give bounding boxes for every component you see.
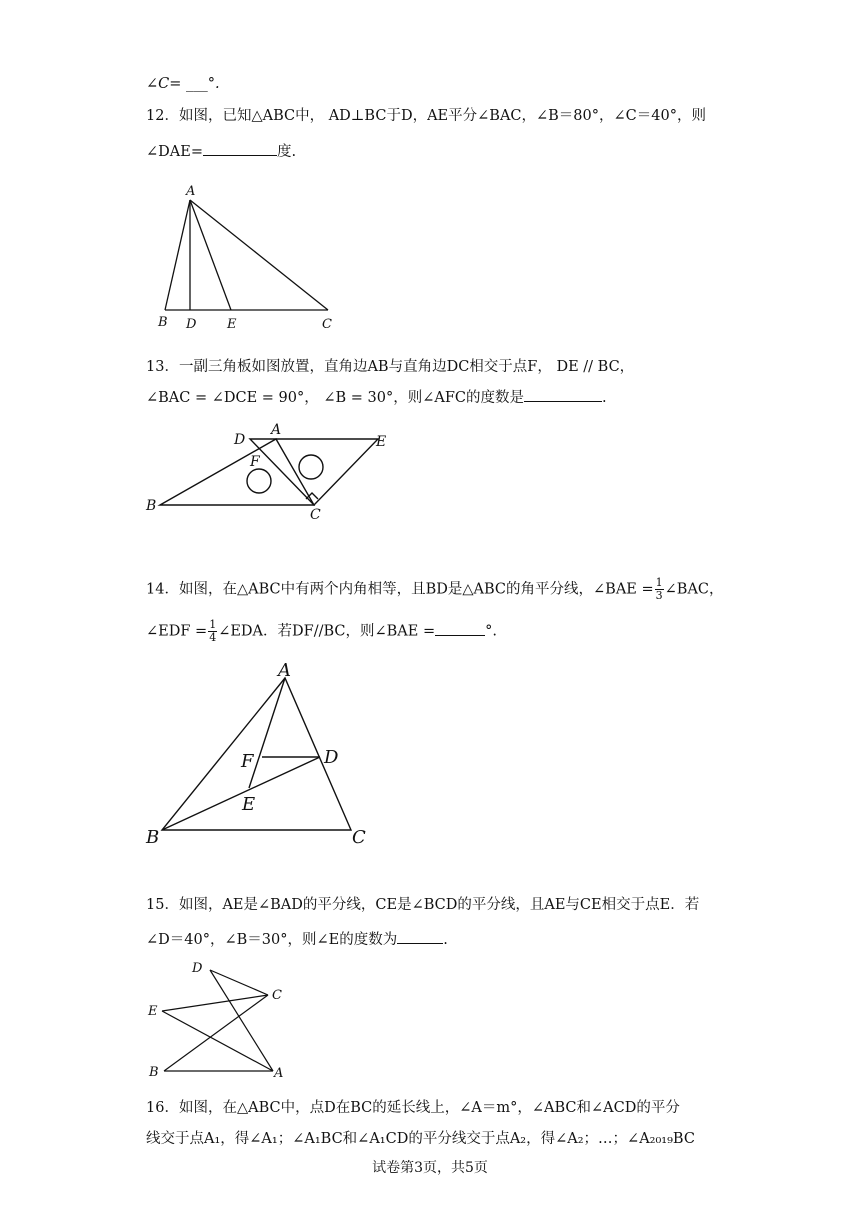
q13-label-f: F	[250, 454, 260, 470]
q11-tail: ∠C= ___°.	[146, 76, 220, 92]
q14-frac2-num: 1	[209, 618, 217, 631]
q14-frac1-den: 3	[655, 589, 663, 602]
q14-label-b: B	[146, 827, 160, 848]
q13-label-b: B	[146, 498, 157, 514]
q13-circle-right	[299, 455, 323, 479]
q14-text-line1	[146, 577, 724, 602]
q15-segment-ea	[162, 1011, 273, 1071]
q14-line2-post: °.	[485, 623, 497, 640]
q14-line2-pre: ∠EDF =	[146, 623, 208, 640]
q14-frac2-den: 4	[209, 631, 217, 644]
q15-figure	[140, 955, 310, 1085]
q13-label-a: A	[271, 422, 282, 438]
q15-label-d: D	[192, 961, 203, 976]
q12-answer-blank	[203, 155, 277, 156]
q14-triangle-abc	[162, 678, 351, 830]
q12-line2-post: 度.	[276, 144, 297, 160]
q14-segment-ae	[249, 678, 285, 788]
q14-line1-post: ∠BAC，	[664, 581, 724, 598]
q13-label-c: C	[310, 507, 321, 523]
q15-line2-pre: ∠D＝40°，∠B＝30°，则∠E的度数为	[146, 932, 398, 948]
q12-side-ab	[165, 200, 190, 310]
q15-text-line1: 15．如图，AE是∠BAD的平分线，CE是∠BCD的平分线，且AE与CE相交于点E．若	[146, 897, 700, 913]
q13-line2-pre: ∠BAC = ∠DCE = 90°， ∠B = 30°，则∠AFC的度数是	[146, 390, 525, 406]
q14-label-f: F	[241, 751, 254, 772]
q15-segment-da	[210, 970, 273, 1071]
q12-text-line1: 12．如图，已知△ABC中， AD⊥BC于D，AE平分∠BAC，∠B＝80°，∠C＝40°，则	[146, 108, 706, 124]
q14-label-c: C	[352, 827, 366, 848]
q15-label-b: B	[149, 1065, 159, 1080]
q12-label-b: B	[158, 315, 168, 330]
q15-label-c: C	[272, 988, 282, 1003]
q15-line2-post: .	[443, 932, 448, 948]
q12-label-e: E	[227, 317, 237, 332]
q13-circle-left	[247, 469, 271, 493]
q14-frac1-num: 1	[655, 576, 663, 589]
q13-label-e: E	[376, 434, 387, 450]
q15-label-a: A	[274, 1066, 284, 1081]
page-footer: 试卷第3页，共5页	[372, 1160, 488, 1176]
q15-segment-dc	[210, 970, 268, 995]
q14-label-a: A	[278, 660, 291, 681]
q13-answer-blank	[524, 401, 602, 402]
q14-answer-blank	[435, 635, 485, 636]
q12-label-d: D	[186, 317, 197, 332]
q12-label-c: C	[322, 317, 332, 332]
q14-fraction-2	[208, 619, 217, 644]
q14-label-e: E	[242, 794, 256, 815]
q14-label-d: D	[324, 747, 339, 768]
q13-text-line1: 13．一副三角板如图放置，直角边AB与直角边DC相交于点F， DE // BC，	[146, 359, 635, 375]
q14-line2-mid: ∠EDA．若DF//BC，则∠BAE =	[218, 623, 436, 640]
q16-text-line1: 16．如图，在△ABC中，点D在BC的延长线上，∠A＝m°，∠ABC和∠ACD的平分	[146, 1100, 680, 1116]
q12-label-a: A	[186, 184, 196, 199]
q15-segment-ec	[162, 995, 268, 1011]
q13-line2-post: .	[602, 390, 607, 406]
q14-fraction-1	[655, 577, 664, 602]
q12-line2-pre: ∠DAE=	[146, 144, 203, 160]
q13-figure	[140, 415, 400, 525]
q13-label-d: D	[234, 432, 246, 448]
q14-figure	[140, 660, 380, 850]
q14-line1-pre: 14．如图，在△ABC中有两个内角相等，且BD是△ABC的角平分线，∠BAE =	[146, 581, 654, 598]
q15-answer-blank	[397, 943, 443, 944]
q14-text-line2	[146, 619, 497, 644]
q12-figure	[150, 182, 350, 332]
q12-text-line2	[146, 142, 296, 162]
q15-label-e: E	[148, 1004, 158, 1019]
q13-text-line2	[146, 388, 607, 408]
q16-text-line2: 线交于点A₁，得∠A₁；∠A₁BC和∠A₁CD的平分线交于点A₂，得∠A₂；…；∠A₂₀₁₉BC	[146, 1131, 695, 1147]
q15-text-line2	[146, 930, 448, 950]
q13-triangle-abc	[160, 439, 314, 505]
